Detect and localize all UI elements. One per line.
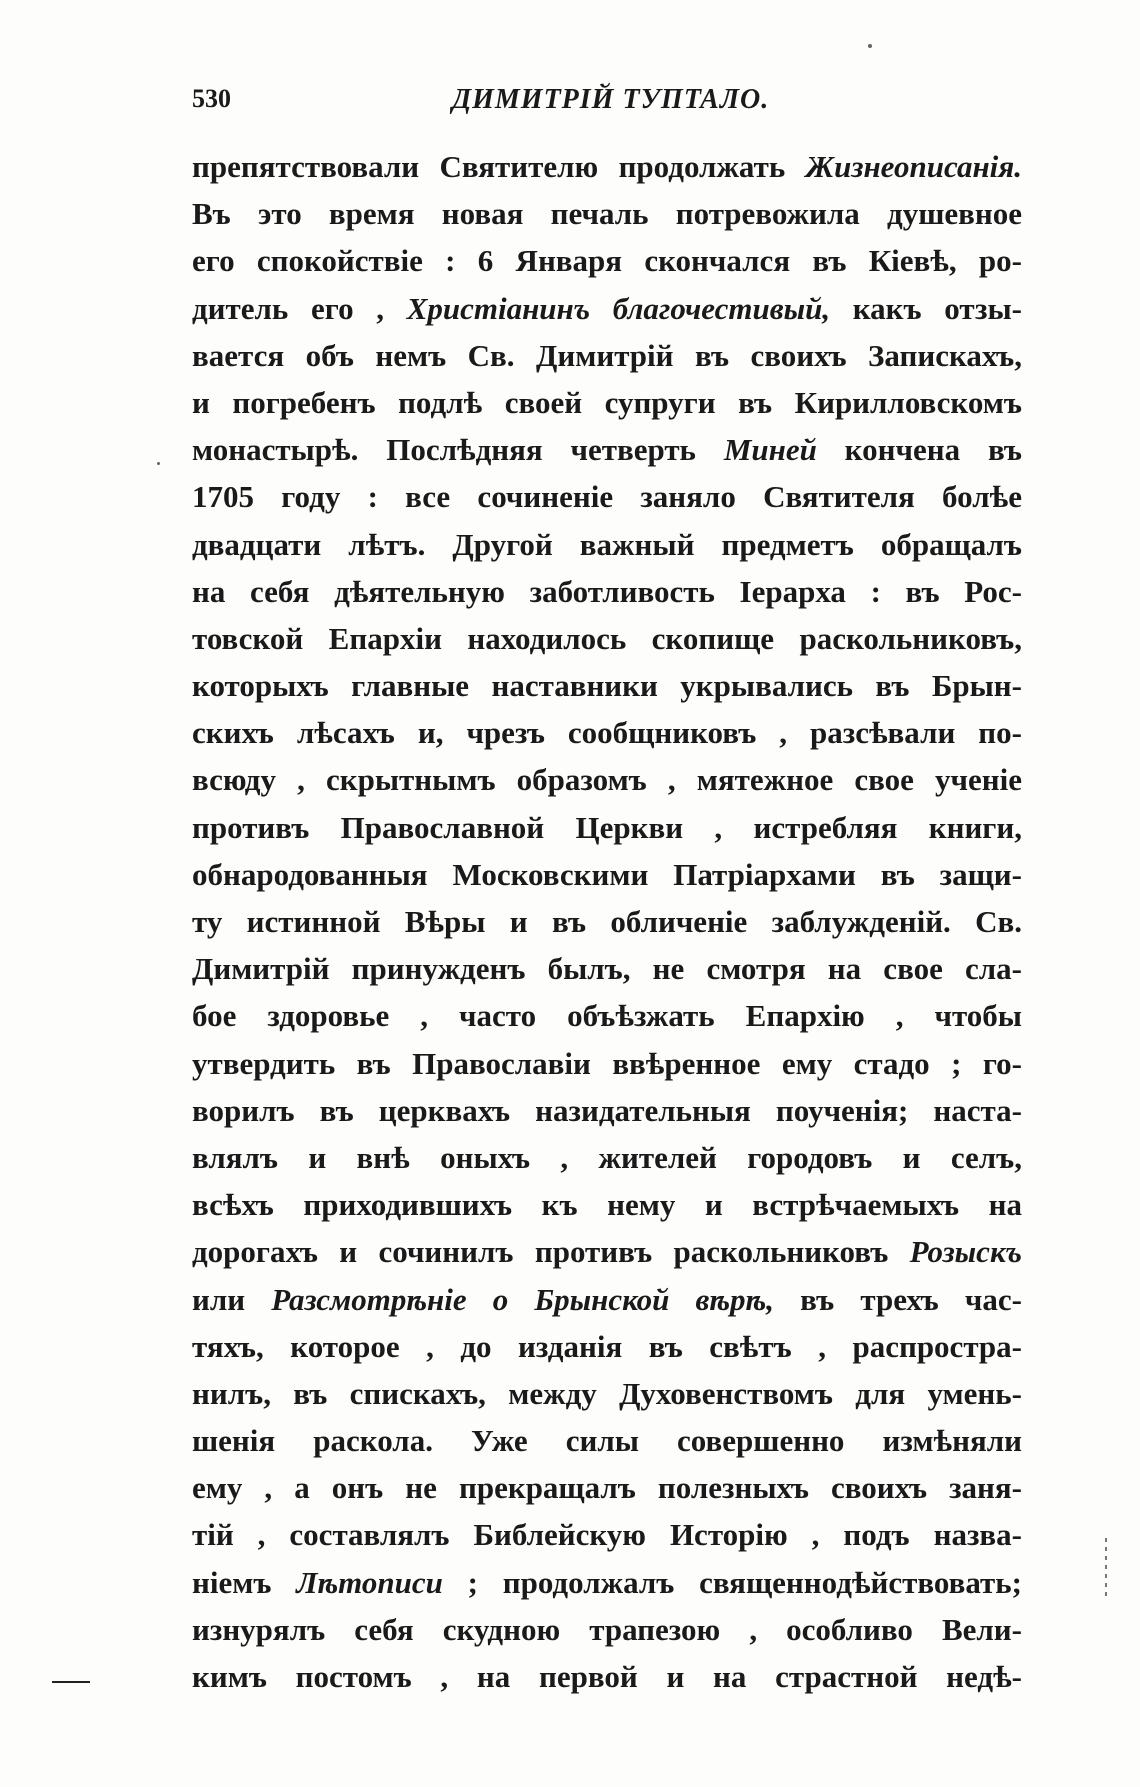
text-line: [192, 1559, 1022, 1606]
text-line: [192, 1323, 1022, 1370]
text-line: [192, 521, 1022, 568]
italic-text: Разсмотрѣніе о Брынской вѣрѣ,: [271, 1281, 774, 1317]
text-line: [192, 1464, 1022, 1511]
text-line: [192, 945, 1022, 992]
text-segment: всѣхъ приходившихъ къ нему и встрѣчаемыхъ на: [192, 1187, 1022, 1223]
text-line: [192, 756, 1022, 803]
text-line: [192, 285, 1022, 332]
text-segment: какъ отзы-: [830, 290, 1022, 326]
text-segment: дитель его ,: [192, 290, 407, 326]
text-segment: препятствовали Святителю продолжать: [192, 149, 806, 184]
text-line: [192, 992, 1022, 1039]
print-speck: [157, 462, 160, 465]
running-title: ДИМИТРІЙ ТУПТАЛО.: [452, 84, 770, 115]
text-segment: шенія раскола. Уже силы совершенно измѣняли: [192, 1423, 1022, 1459]
text-line: [192, 426, 1022, 473]
margin-rule: [52, 1681, 90, 1683]
text-line: [192, 851, 1022, 898]
text-line: [192, 662, 1022, 709]
text-segment: ; продолжалъ священнодѣйствовать;: [442, 1564, 1022, 1600]
text-segment: 1705 году : все сочиненіе заняло Святителя болѣе: [192, 479, 1022, 515]
text-line: [192, 615, 1022, 662]
text-line: [192, 332, 1022, 379]
text-line: [192, 1653, 1022, 1700]
text-segment: бое здоровье , часто объѣзжать Епархію , чтобы: [192, 998, 1022, 1034]
text-line: [192, 1087, 1022, 1134]
text-line: [192, 190, 1022, 237]
text-segment: тій , составлялъ Библейскую Исторію , подъ назва-: [192, 1517, 1022, 1553]
text-line: [192, 1370, 1022, 1417]
text-line: [192, 1181, 1022, 1228]
italic-text: Жизнеописанія.: [805, 149, 1022, 184]
text-line: [192, 143, 1022, 190]
text-segment: дорогахъ и сочинилъ противъ раскольниковъ: [192, 1234, 910, 1270]
text-line: [192, 568, 1022, 615]
text-segment: вается объ немъ Св. Димитрій въ своихъ Запискахъ,: [192, 337, 1022, 373]
text-line: [192, 1040, 1022, 1087]
text-segment: утвердить въ Православіи ввѣренное ему стадо ; го-: [192, 1045, 1022, 1081]
print-speck: [868, 44, 872, 48]
text-line: [192, 709, 1022, 756]
text-segment: ту истинной Вѣры и въ обличеніе заблужденій. Св.: [192, 904, 1022, 939]
italic-text: Христіанинъ благочестивый,: [406, 290, 831, 326]
text-segment: обнародованныя Московскими Патріархами въ защи-: [192, 856, 1022, 892]
text-segment: противъ Православной Церкви , истребляя книги,: [192, 809, 1022, 845]
text-segment: кончена въ: [816, 432, 1023, 468]
italic-text: Розыскъ: [909, 1234, 1022, 1270]
text-segment: или: [192, 1281, 272, 1317]
page-number: 530: [192, 84, 231, 113]
text-line: [192, 1606, 1022, 1653]
text-line: [192, 1417, 1022, 1464]
text-line: [192, 473, 1022, 520]
text-segment: Въ это время новая печаль потревожила душевное: [192, 196, 1022, 232]
body-text: [192, 143, 1022, 1700]
text-segment: скихъ лѣсахъ и, чрезъ сообщниковъ , разсѣвали по-: [192, 715, 1022, 751]
text-segment: которыхъ главные наставники укрывались въ Брын-: [192, 668, 1022, 704]
text-line: [192, 379, 1022, 426]
text-line: [192, 898, 1022, 945]
text-segment: Димитрій принужденъ былъ, не смотря на свое сла-: [192, 951, 1022, 987]
text-line: [192, 237, 1022, 284]
text-line: [192, 1228, 1022, 1275]
text-segment: ворилъ въ церквахъ назидательныя поученія; наста-: [192, 1092, 1022, 1128]
italic-text: Лѣтописи: [296, 1564, 443, 1600]
page-header: [192, 84, 1027, 124]
text-segment: ніемъ: [192, 1564, 297, 1600]
text-segment: на себя дѣятельную заботливость Іерарха : въ Рос-: [192, 573, 1022, 609]
text-segment: влялъ и внѣ оныхъ , жителей городовъ и селъ,: [192, 1139, 1022, 1175]
text-segment: его спокойствіе : 6 Января скончался въ Кіевѣ, ро-: [192, 243, 1022, 279]
text-segment: изнурялъ себя скудною трапезою , особливо Вели-: [192, 1611, 1022, 1647]
text-segment: тяхъ, которое , до изданія въ свѣтъ , распростра-: [192, 1328, 1022, 1364]
text-line: [192, 1134, 1022, 1181]
text-segment: ему , а онъ не прекращалъ полезныхъ своихъ заня-: [192, 1470, 1022, 1506]
text-line: [192, 1276, 1022, 1323]
text-segment: всюду , скрытнымъ образомъ , мятежное свое ученіе: [192, 762, 1022, 798]
text-line: [192, 1511, 1022, 1558]
text-segment: товской Епархіи находилось скопище раскольниковъ,: [192, 620, 1022, 656]
italic-text: Миней: [723, 432, 817, 468]
text-line: [192, 804, 1022, 851]
text-segment: и погребенъ подлѣ своей супруги въ Кирилловскомъ: [192, 384, 1022, 420]
margin-mark: [1105, 1538, 1107, 1600]
text-segment: двадцати лѣтъ. Другой важный предметъ обращалъ: [192, 526, 1022, 562]
text-segment: нилъ, въ спискахъ, между Духовенствомъ для умень-: [192, 1375, 1022, 1411]
text-segment: въ трехъ час-: [773, 1281, 1022, 1317]
text-segment: монастырѣ. Послѣдняя четверть: [192, 432, 724, 468]
text-segment: кимъ постомъ , на первой и на страстной недѣ-: [192, 1659, 1022, 1694]
